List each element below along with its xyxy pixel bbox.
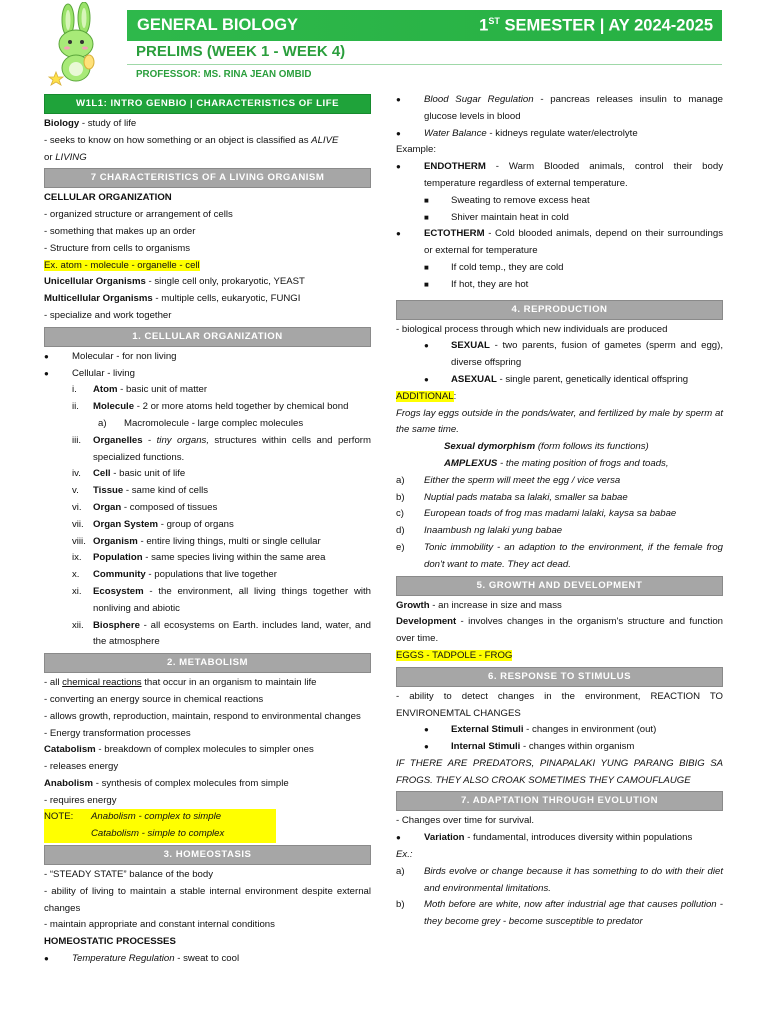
requires-line: - requires energy — [44, 794, 117, 806]
list-item: ● Internal Stimuli - changes within organism — [396, 739, 723, 756]
co-line: - something that makes up an order — [44, 225, 196, 237]
met-line: - converting an energy source in chemical reactions — [44, 693, 264, 705]
sub-item: ■ Shiver maintain heat in cold — [396, 210, 723, 227]
amplexus-line: AMPLEXUS - the mating position of frogs and toads, — [444, 457, 669, 469]
frog-item: b) Nuptial pads mataba sa lalaki, smaller sa babae — [396, 491, 628, 503]
list-item: ● Water Balance - kidneys regulate water/electrolyte — [396, 126, 723, 143]
level-item: viii. Organism - entire living things, multi or single cellular — [72, 535, 321, 547]
page-header — [0, 0, 768, 90]
list-item: ● Molecular - for non living — [44, 349, 371, 366]
section-header-w1l1: W1L1: INTRO GENBIO | CHARACTERISTICS OF LIFE — [44, 94, 371, 114]
biology-def: Biology - study of life — [44, 118, 137, 129]
left-column — [44, 92, 371, 968]
met-line: - Energy transformation processes — [44, 727, 191, 739]
section-header-adaptation: 7. ADAPTATION THROUGH EVOLUTION — [396, 791, 723, 811]
frog-item: a) Either the sperm will meet the egg / vice versa — [396, 474, 621, 486]
homeo-line: - ability of living to maintain a stable internal environment despite external changes — [44, 885, 371, 914]
list-item: ● Blood Sugar Regulation - pancreas releases insulin to manage glucose levels in blood — [396, 92, 723, 126]
list-item: ● Variation - fundamental, introduces diversity within populations — [396, 830, 723, 847]
list-item: ● ENDOTHERM - Warm Blooded animals, control their body temperature regardless of external temperature. — [396, 159, 723, 193]
header-divider — [127, 64, 722, 65]
note-line: NOTE: Anabolism - complex to simple — [44, 809, 371, 826]
level-item: x. Community - populations that live together — [72, 569, 277, 581]
co-example: Ex. atom - molecule - organelle - cell — [44, 259, 200, 271]
frog-item: c) European toads of frog mas madami lalaki, kaysa sa babae — [396, 508, 677, 520]
repro-def: - biological process through which new individuals are produced — [396, 323, 668, 335]
section-header-metabolism: 2. METABOLISM — [44, 653, 371, 673]
predators-text: IF THERE ARE PREDATORS, PINAPALAKI YUNG PARANG BIBIG SA FROGS. THEY ALSO CROAK SOMETIMES THEY CAMOUFLAUGE — [396, 757, 723, 786]
frogs-text: Frogs lay eggs outside in the ponds/water, and fertilized by male by sperm at the same time. — [396, 407, 723, 436]
prelims-title: PRELIMS (WEEK 1 - WEEK 4) — [136, 43, 346, 60]
catabolism-def: Catabolism - breakdown of complex molecules to simpler ones — [44, 744, 314, 756]
changes-line: - Changes over time for survival. — [396, 815, 535, 827]
section-header-reproduction: 4. REPRODUCTION — [396, 300, 723, 320]
semester-label — [479, 16, 713, 36]
homeo-line: - “STEADY STATE” balance of the body — [44, 869, 214, 881]
level-item: ix. Population - same species living within the same area — [72, 552, 326, 564]
response-def: - ability to detect changes in the environment, REACTION TO ENVIRONEMTAL CHANGES — [396, 690, 723, 719]
course-title: GENERAL BIOLOGY — [137, 16, 299, 34]
section-header-response: 6. RESPONSE TO STIMULUS — [396, 667, 723, 687]
list-item: ● ECTOTHERM - Cold blooded animals, depend on their surroundings or external for temperature — [396, 226, 723, 260]
level-item: iv. Cell - basic unit of life — [72, 468, 186, 480]
section-header-homeostasis: 3. HOMEOSTASIS — [44, 845, 371, 865]
list-item: ● SEXUAL - two parents, fusion of gametes (sperm and egg), diverse offspring — [396, 338, 723, 372]
section-header-cellular-org: 1. CELLULAR ORGANIZATION — [44, 327, 371, 347]
example-label: Example: — [396, 144, 436, 156]
co-line: - Structure from cells to organisms — [44, 242, 191, 254]
list-item: ● External Stimuli - changes in environment (out) — [396, 722, 723, 739]
professor-line: PROFESSOR: MS. RINA JEAN OMBID — [136, 69, 312, 80]
eggs-line: EGGS - TADPOLE - FROG — [396, 649, 513, 661]
development-def: Development - involves changes in the organism's structure and function over time. — [396, 616, 723, 645]
dimorphism-line: Sexual dymorphism (form follows its functions) — [444, 441, 649, 453]
anabolism-def: Anabolism - synthesis of complex molecules from simple — [44, 777, 289, 789]
note-line: Catabolism - simple to complex — [44, 826, 371, 843]
specialize-line: - specialize and work together — [44, 309, 172, 321]
unicellular-def: Unicellular Organisms - single cell only, prokaryotic, YEAST — [44, 276, 305, 288]
level-item: vi. Organ - composed of tissues — [72, 501, 218, 513]
cell-org-title: CELLULAR ORGANIZATION — [44, 192, 172, 204]
homeo-proc-title: HOMEOSTATIC PROCESSES — [44, 936, 176, 948]
metabolism-def: - all chemical reactions that occur in an organism to maintain life — [44, 677, 317, 689]
adapt-item: b) Moth before are white, now after industrial age that causes pollution - they become grey - become susceptible to predator — [396, 899, 723, 928]
biology-seeks-cont: or LIVING — [44, 151, 87, 163]
title-bar — [127, 10, 722, 41]
additional-label: ADDITIONAL: — [396, 390, 457, 402]
level-item: v. Tissue - same kind of cells — [72, 485, 209, 497]
frog-item: e) Tonic immobility - an adaption to the environment, if the female frog don't want to mate. They act dead. — [396, 541, 723, 570]
ex-label: Ex.: — [396, 849, 413, 861]
sub-item: ■ Sweating to remove excess heat — [396, 193, 723, 210]
met-line: - allows growth, reproduction, maintain, respond to environmental changes — [44, 710, 361, 722]
level-item: xii. Biosphere - all ecosystems on Earth. includes land, water, and the atmosphere — [72, 619, 371, 648]
homeo-line: - maintain appropriate and constant internal conditions — [44, 919, 275, 931]
multicellular-def: Multicellular Organisms - multiple cells, eukaryotic, FUNGI — [44, 293, 301, 305]
list-item: ● ASEXUAL - single parent, genetically identical offspring — [396, 372, 723, 389]
section-header-growth: 5. GROWTH AND DEVELOPMENT — [396, 576, 723, 596]
level-item: xi. Ecosystem - the environment, all living things together with nonliving and abiotic — [72, 585, 371, 614]
semester-year: SEMESTER | AY 2024-2025 — [499, 16, 713, 35]
list-item: ● Cellular - living — [44, 366, 371, 383]
macromolecule-item: a) Macromolecule - large complec molecules — [98, 417, 304, 429]
adapt-item: a) Birds evolve or change because it has something to do with their diet and environmental limitations. — [396, 865, 723, 894]
sub-item: ■ If hot, they are hot — [396, 277, 723, 294]
level-item: iii. Organelles - tiny organs, structures within cells and perform specialized functions. — [72, 434, 371, 463]
level-item: i. Atom - basic unit of matter — [72, 384, 208, 396]
growth-def: Growth - an increase in size and mass — [396, 599, 562, 611]
section-header-seven-char: 7 CHARACTERISTICS OF A LIVING ORGANISM — [44, 168, 371, 188]
bunny-mascot-icon — [44, 2, 112, 86]
level-item: ii. Molecule - 2 or more atoms held together by chemical bond — [72, 401, 349, 413]
list-item: ● Temperature Regulation - sweat to cool — [44, 951, 371, 968]
right-column — [396, 92, 723, 931]
releases-line: - releases energy — [44, 761, 119, 773]
co-line: - organized structure or arrangement of cells — [44, 209, 233, 221]
sub-item: ■ If cold temp., they are cold — [396, 260, 723, 277]
level-item: vii. Organ System - group of organs — [72, 518, 234, 530]
semester-suffix: ST — [488, 15, 500, 26]
semester-number: 1 — [479, 16, 489, 35]
biology-seeks: - seeks to know on how something or an object is classified as ALIVE — [44, 134, 339, 146]
frog-item: d) Inaambush ng lalaki yung babae — [396, 525, 563, 537]
